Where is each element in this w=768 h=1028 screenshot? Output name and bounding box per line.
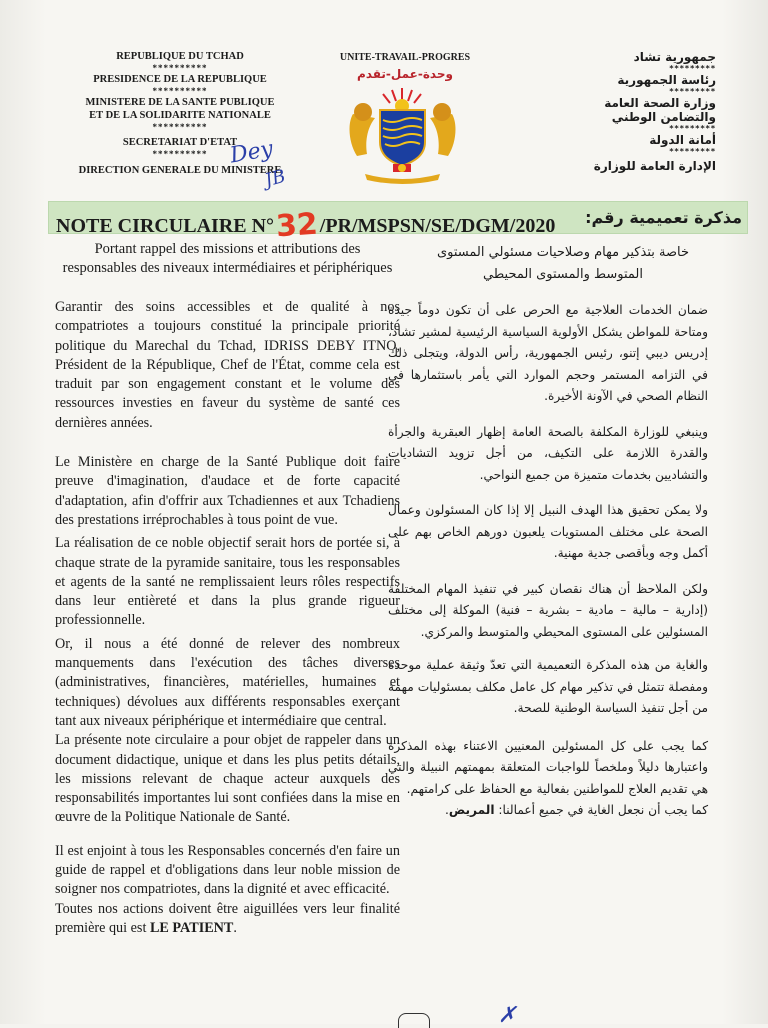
stars-divider: ********* (669, 64, 716, 73)
subtitle-fr-line2: responsables des niveaux intermédiaires et périphériques (62, 260, 393, 276)
stars-divider: ********* (669, 124, 716, 133)
paragraph-fr-3: La réalisation de ce noble objectif serait hors de portée si, à chaque strate de la pyramide sanitaire, tous les responsables et agents de la santé ne remplissaient leurs rôles respectifs dans leur entièreté et dans la plus grande rigueur professionnelle. (55, 535, 400, 629)
stars-divider: ********** (152, 86, 208, 96)
circular-reference: /PR/MSPSN/SE/DGM/2020 (319, 215, 556, 237)
page-number-mark (398, 1013, 430, 1028)
paragraph-fr-7-text: Toutes nos actions doivent être aiguillées vers leur finalité première qui est (55, 900, 400, 936)
stars-divider: ********** (152, 63, 208, 73)
body-arabic-column (388, 300, 708, 822)
handwritten-signature-2: JB (262, 165, 288, 192)
paragraph-ar-3: ولا يمكن تحقيق هذا الهدف النبيل إلا إذا كان المسئولون وعمال الصحة على مختلف المستويات يلعبون دورهم الخاص بهم على أكمل وجه وبأقصى جدية مهنية. (388, 503, 708, 560)
paragraph-fr-5: La présente note circulaire a pour objet de rappeler dans un document didactique, unique et dans les plus petits détails, les missions relevant de chaque acteur auxquels des responsabilités importantes lui sont confiées dans la mise en œuvre de la Politique Nationale de Santé. (55, 732, 400, 826)
subtitle-fr-line1: Portant rappel des missions et attributions des (94, 241, 361, 257)
paragraph-fr-2: Le Ministère en charge de la Santé Publique doit faire preuve d'imagination, d'audace et de forte capacité d'adaptation, afin d'offrir aux Tchadiennes et aux Tchadiens des prestations irréprochables à tous point de vue. (55, 454, 400, 528)
stars-divider: ********* (669, 87, 716, 96)
paragraph-ar-1: ضمان الخدمات العلاجية مع الحرص على أن تكون دوماً جيدة ومتاحة للمواطن يشكل الأولوية السياسية الرئيسية لمشير تشاد، إدريس ديبي إتنو، رئيس الجمهورية، رأس الدولة، ويتجلى ذلك في التزامه المستمر وحجم الموارد التي يأمر باستثمارها في النظام الصحي في الآونة الأخيرة. (388, 303, 708, 403)
stars-divider: ********** (152, 149, 208, 159)
secretariat-fr: SECRETARIAT D'ETAT (122, 137, 238, 148)
country-fr: REPUBLIQUE DU TCHAD (116, 51, 244, 62)
ministry-fr-line1: MINISTERE DE LA SANTE PUBLIQUE (85, 97, 275, 108)
circular-title-ar: مذكرة تعميمية رقم: (585, 208, 742, 227)
direction-ar: الإدارة العامة للوزارة (593, 159, 716, 173)
paragraph-fr-7 (55, 900, 400, 939)
direction-fr: DIRECTION GENERALE DU MINISTERE (78, 165, 282, 176)
stars-divider: ********* (669, 147, 716, 156)
subtitle-fr (50, 240, 405, 278)
paragraph-ar-2: وينبغي للوزارة المكلفة بالصحة العامة إظهار العبقرية والجرأة والقدرة اللازمة على التكيف، من أجل تزويد التشاديات والتشاديين بخدمات متميزة من جميع النواحي. (388, 424, 708, 482)
header-right-arabic (506, 50, 716, 173)
ministry-ar-line2: والتضامن الوطني (611, 110, 716, 124)
pen-mark-icon: ✗ (498, 1002, 517, 1027)
paragraph-ar-5: والغاية من هذه المذكرة التعميمية التي تعدّ وثيقة عملية موحدة ومفصلة تتمثل في تذكير مهام كل عامل مكلف بمسئوليات مهمة من أجل تنفيذ السياسة الوطنية للصحة. (388, 658, 708, 715)
presidency-ar: رئاسة الجمهورية (617, 73, 716, 87)
presidency-fr: PRESIDENCE DE LA REPUBLIQUE (93, 74, 267, 85)
ministry-fr-line2: ET DE LA SOLIDARITE NATIONALE (89, 110, 271, 121)
paragraph-fr-4: Or, il nous a été donné de relever des nombreux manquements dans l'exécution des tâches diverses (administratives, financières, matérielles, humaines et techniques) dévolues aux différents responsables exerçant tant aux niveaux périphérique et intermédiaire que central. (55, 635, 400, 729)
paragraph-ar-6: كما يجب على كل المسئولين المعنيين الاعتناء بهذه المذكرة واعتبارها دليلاً وملخصاً للواجبات المتعلقة بمهمتهم النبيلة والتي هي تقديم العلاج للمواطنين بفعالية مع الحفاظ على كرامتهم. (388, 738, 708, 796)
circular-number: 32 (274, 206, 319, 245)
paragraph-ar-4: ولكن الملاحظ أن هناك نقصان كبير في تنفيذ المهام المختلفة (إدارية – مالية – مادية – بشرية – فنية) الموكلة إلى مختلف المسئولين على المستوى المحيطي والمتوسط والمركزي. (388, 581, 708, 639)
paragraph-ar-7-text: كما يجب أن نجعل الغاية في جميع أعمالنا: (494, 803, 708, 817)
subtitle-ar-line2: المتوسط والمستوى المحيطي (483, 267, 643, 282)
circular-title-fr (56, 205, 556, 245)
title-prefix: NOTE CIRCULAIRE N° (56, 215, 275, 237)
paragraph-fr-1: Garantir des soins accessibles et de qualité à nos compatriotes a toujours constitué la principale priorité politique du Marechal du Tchad, IDRISS DEBY ITNO, Président de la République, Chef de l'État, comme cela est traduit par son engagement constant et le volume des ressources investies en faveur du système de santé ces dernières années. (55, 299, 400, 431)
patient-emphasis-fr: LE PATIENT (149, 919, 234, 936)
coat-of-arms-icon (345, 84, 460, 184)
header-center-motto (330, 52, 480, 81)
secretariat-ar: أمانة الدولة (649, 133, 716, 147)
handwritten-signature-1: Dey (228, 136, 275, 169)
paragraph-fr-7-end: . (233, 919, 237, 936)
paragraph-ar-7-end: . (444, 803, 449, 817)
body-french-column (55, 298, 400, 938)
ministry-ar-line1: وزارة الصحة العامة (604, 96, 716, 110)
paragraph-ar-7 (388, 800, 708, 822)
motto-fr: UNITE-TRAVAIL-PROGRES (339, 52, 471, 63)
subtitle-ar-line1: خاصة بتذكير مهام وصلاحيات مسئولي المستوى (436, 245, 689, 260)
paragraph-fr-6: Il est enjoint à tous les Responsables concernés d'en faire un guide de rappel et d'obligations dans leur noble mission de soigner nos compatriotes, dans la dignité et avec efficacité. (55, 842, 400, 898)
motto-ar: وحدة-عمل-تقدم (357, 67, 453, 81)
patient-emphasis-ar: المريض (448, 803, 495, 817)
stars-divider: ********** (152, 122, 208, 132)
subtitle-ar (398, 242, 728, 286)
country-ar: جمهورية تشاد (633, 50, 716, 64)
